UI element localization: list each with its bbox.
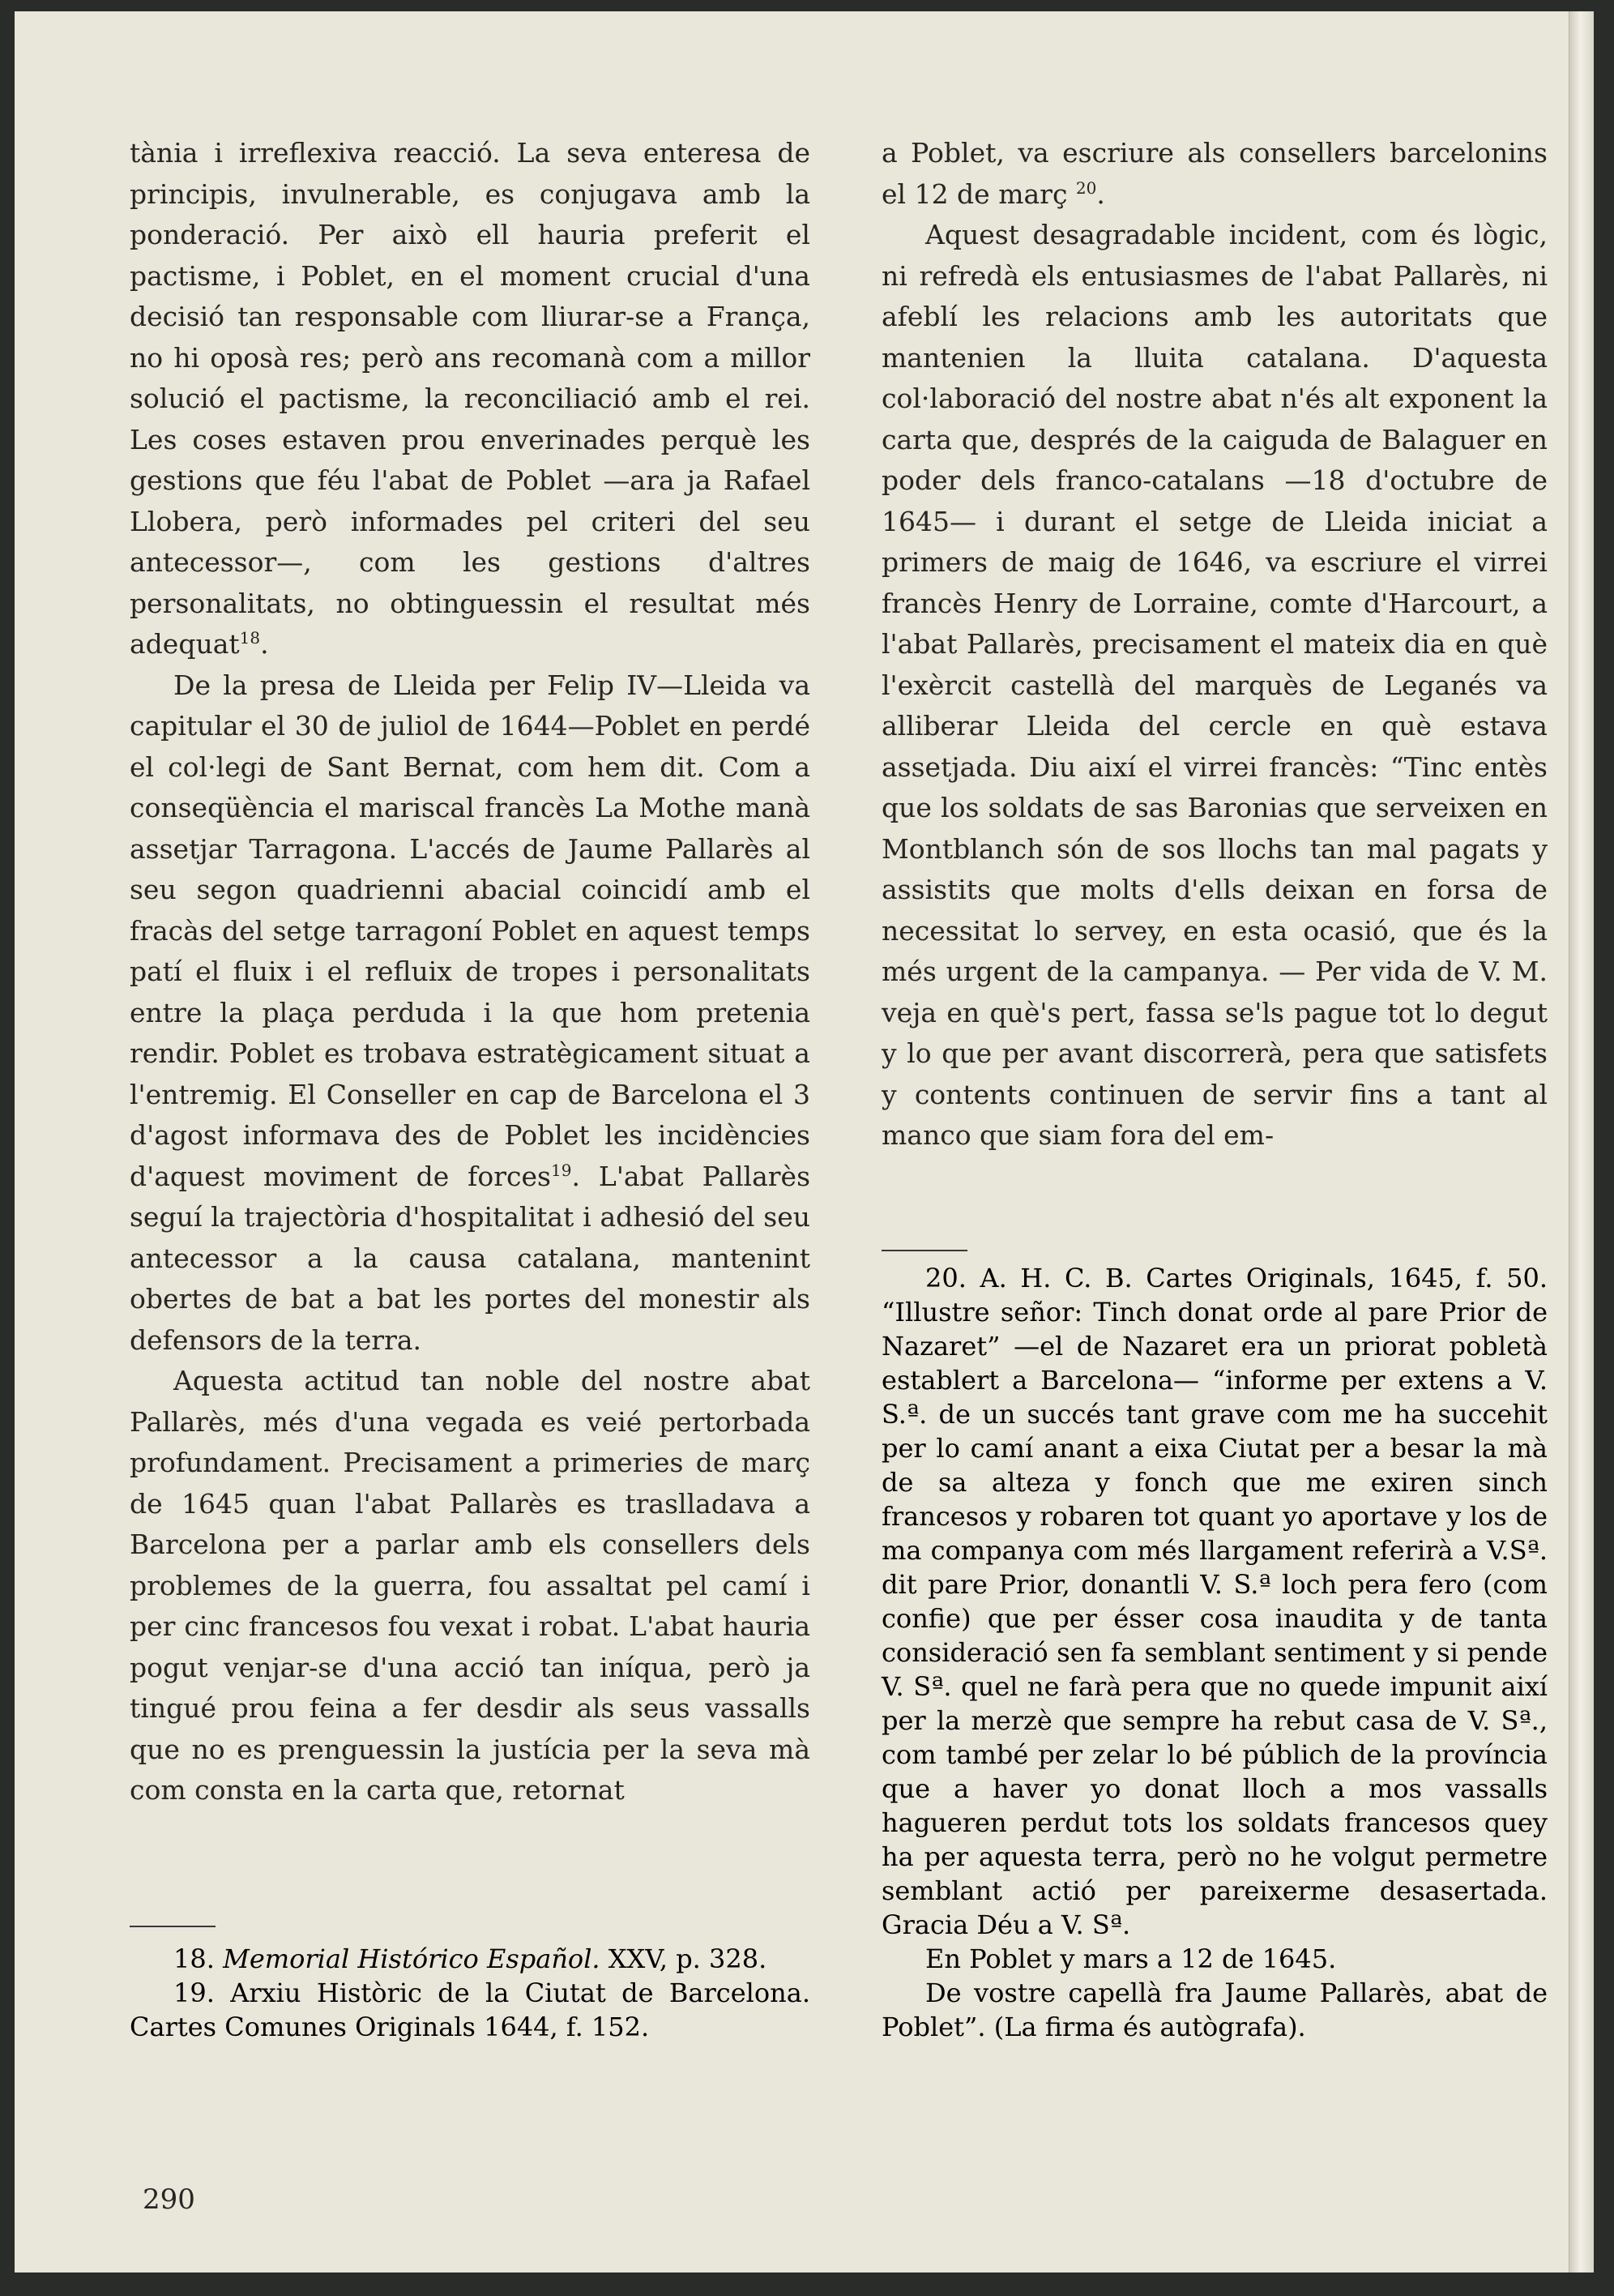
page-number: 290	[143, 2183, 195, 2216]
right-column	[882, 133, 1548, 1157]
paragraph: tània i irreflexiva reacció. La seva enteresa de principis, invulnerable, es conjugava amb la ponderació. Per això ell hauria preferit el pactisme, i Poblet, en el moment crucial d'una decisió tan responsable com lliurar-se a França, no hi oposà res; però ans recomanà com a millor solució el pactisme, la reconciliació amb el rei. Les coses estaven prou enverinades perquè les gestions que féu l'abat de Poblet —ara ja Rafael Llobera, però informades pel criteri del seu antecessor—, com les gestions d'altres personalitats, no obtinguessin el resultat més adequat$^{18}$.	[130, 137, 810, 660]
footnote-20: 20. A. H. C. B. Cartes Originals, 1645, f. 50. “Illustre señor: Tinch donat orde al pare Prior de Nazaret” —el de Nazaret era un priorat pobletà establert a Barcelona— “informe per extens a V. S.ª. de un succés tant grave com me ha succehit per lo camí anant a eixa Ciutat per a besar la mà de sa alteza y fonch que me exiren sinch francesos y robaren tot quant yo aportave y los de ma companya com més llargament referirà a V.Sª. dit pare Prior, donantli V. S.ª loch pera fero (com confie) que per ésser cosa inaudita y de tanta consideració sen fa semblant sentiment y si pende V. Sª. quel ne farà pera que no quede impunit així per la merzè que sempre ha rebut casa de V. Sª., com també per zelar lo bé públich de la província que a haver yo donat lloch a mos vassalls hagueren perdut tots los soldats francesos quey ha per aquesta terra, però no he volgut permetre semblant actió per pareixerme desasertada. Gracia Déu a V. Sª.	[882, 1263, 1548, 1940]
footnote-divider	[882, 1250, 967, 1251]
footnote-20-signature: De vostre capellà fra Jaume Pallarès, abat de Poblet”. (La firma és autògrafa).	[882, 1977, 1548, 2042]
paragraph: Aquesta actitud tan noble del nostre abat Pallarès, més d'una vegada es veié pertorbada profundament. Precisament a primeries de març de 1645 quan l'abat Pallarès es traslladava a Barcelona per a parlar amb els consellers dels problemes de la guerra, fou assaltat pel camí i per cinc francesos fou vexat i robat. L'abat hauria pogut venjar-se d'una acció tan iníqua, però ja tingué prou feina a fer desdir als seus vassalls que no es prenguessin la justícia per la seva mà com consta en la carta que, retornat	[130, 1365, 810, 1806]
footnote-20-date: En Poblet y mars a 12 de 1645.	[925, 1943, 1337, 1974]
footnote-18: 18. Memorial Histórico Español. XXV, p. 328.	[173, 1943, 767, 1974]
footnote-ref[interactable]: 19	[551, 1160, 572, 1180]
book-page	[15, 11, 1569, 2272]
book-spine-edge	[1569, 11, 1594, 2272]
right-footnotes	[882, 1250, 1548, 2044]
paragraph: De la presa de Lleida per Felip IV—Lleida va capitular el 30 de juliol de 1644—Poblet en perdé el col·legi de Sant Bernat, com hem dit. Com a conseqüència el mariscal francès La Mothe manà assetjar Tarragona. L'accés de Jaume Pallarès al seu segon quadrienni abacial coincidí amb el fracàs del setge tarragoní Poblet en aquest temps patí el fluix i el refluix de tropes i personalitats entre la plaça perduda i la que hom pretenia rendir. Poblet es trobava estratègicament situat a l'entremig. El Conseller en cap de Barcelona el 3 d'agost informava des de Poblet les incidències d'aquest moviment de forces$^{19}$. L'abat Pallarès seguí la trajectòria d'hospitalitat i adhesió del seu antecessor a la causa catalana, mantenint obertes de bat a bat les portes del monestir als defensors de la terra.	[130, 669, 810, 1356]
left-column	[130, 133, 810, 1811]
footnote-19: 19. Arxiu Històric de la Ciutat de Barcelona. Cartes Comunes Originals 1644, f. 152.	[130, 1977, 810, 2042]
footnote-ref[interactable]: 20	[1075, 177, 1097, 198]
footnote-divider	[130, 1926, 216, 1927]
left-footnotes	[130, 1926, 810, 2044]
paragraph: Aquest desagradable incident, com és lògic, ni refredà els entusiasmes de l'abat Pallarès, ni afeblí les relacions amb les autoritats que mantenien la lluita catalana. D'aquesta col·laboració del nostre abat n'és alt exponent la carta que, després de la caiguda de Balaguer en poder dels franco-catalans —18 d'octubre de 1645— i durant el setge de Lleida iniciat a primers de maig de 1646, va escriure el virrei francès Henry de Lorraine, comte d'Harcourt, a l'abat Pallarès, precisament el mateix dia en què l'exèrcit castellà del marquès de Leganés va alliberar Lleida del cercle en què estava assetjada. Diu així el virrei francès: “Tinc entès que los soldats de sas Baronias que serveixen en Montblanch són de sos llochs tan mal pagats y assistits que molts d'ells deixan en forsa de necessitat lo servey, en esta ocasió, que és la més urgent de la campanya. — Per vida de V. M. veja en què's pert, fassa se'ls pague tot lo degut y lo que per avant discorrerà, pera que satisfets y contents continuen de servir fins a tant al manco que siam fora del em-	[882, 219, 1548, 1151]
footnote-ref[interactable]: 18	[239, 628, 261, 648]
paragraph: a Poblet, va escriure als consellers barcelonins el 12 de març $^{20}$.	[882, 137, 1548, 210]
